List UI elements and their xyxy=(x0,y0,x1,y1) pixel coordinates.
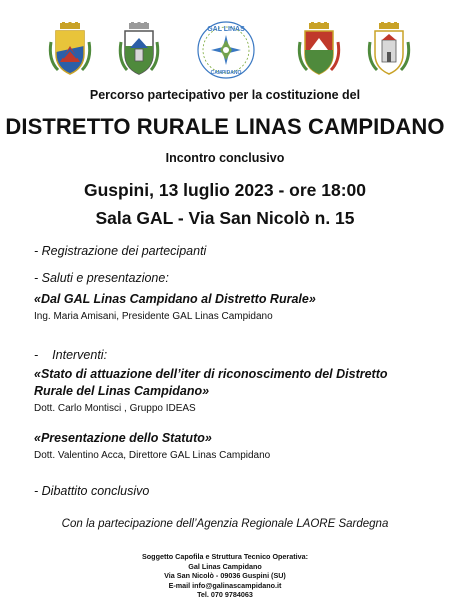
footer-email: E-mail info@galinascampidano.it xyxy=(168,580,282,590)
event-venue: Sala GAL - Via San Nicolò n. 15 xyxy=(95,208,355,228)
event-datetime: Guspini, 13 luglio 2023 - ore 18:00 xyxy=(83,180,367,200)
talk2-title-line2: Rurale del Linas Campidano» xyxy=(34,384,210,398)
footer xyxy=(0,552,450,600)
partnership-note: Con la partecipazione dell’Agenzia Regionale LAORE Sardegna xyxy=(61,518,389,530)
municipal-crest-icon xyxy=(366,22,412,78)
interventions-dash: - xyxy=(34,348,39,362)
logos-row xyxy=(0,22,450,82)
gal-ring-text: GAL LINAS xyxy=(207,26,245,33)
footer-line: Gal Linas Campidano xyxy=(188,561,262,571)
talk3-speaker: Dott. Valentino Acca, Direttore GAL Linas Campidano xyxy=(34,450,271,461)
meeting-label: Incontro conclusivo xyxy=(165,151,285,165)
municipal-crest-icon xyxy=(296,22,342,78)
subtitle: Percorso partecipativo per la costituzione del xyxy=(89,88,361,102)
agenda-interventions xyxy=(34,348,434,362)
talk1-speaker: Ing. Maria Amisani, Presidente GAL Linas Campidano xyxy=(34,311,273,322)
gal-linas-campidano-logo-icon xyxy=(196,20,256,80)
agenda-registration: - Registrazione dei partecipanti xyxy=(34,244,207,258)
agenda-debate: - Dibattito conclusivo xyxy=(34,484,150,498)
talk2-speaker: Dott. Carlo Montisci , Gruppo IDEAS xyxy=(34,403,196,414)
page-title: DISTRETTO RURALE LINAS CAMPIDANO xyxy=(5,114,445,139)
municipal-crest-icon xyxy=(117,22,161,78)
agenda-greetings: - Saluti e presentazione: xyxy=(34,271,169,285)
municipal-crest-icon xyxy=(46,22,94,78)
footer-line: Via San Nicolò - 09036 Guspini (SU) xyxy=(164,571,286,581)
talk3-title: «Presentazione dello Statuto» xyxy=(34,431,212,445)
talk1-title: «Dal GAL Linas Campidano al Distretto Rurale» xyxy=(34,292,316,306)
footer-line: Soggetto Capofila e Struttura Tecnico Operativa: xyxy=(142,552,308,561)
talk2-title-line1: «Stato di attuazione dell’iter di riconoscimento del Distretto xyxy=(34,367,388,381)
footer-phone: Tel. 070 9784063 xyxy=(197,590,253,600)
interventions-label: Interventi: xyxy=(52,348,108,362)
gal-bottom-text: CAMPIDANO xyxy=(210,70,242,76)
